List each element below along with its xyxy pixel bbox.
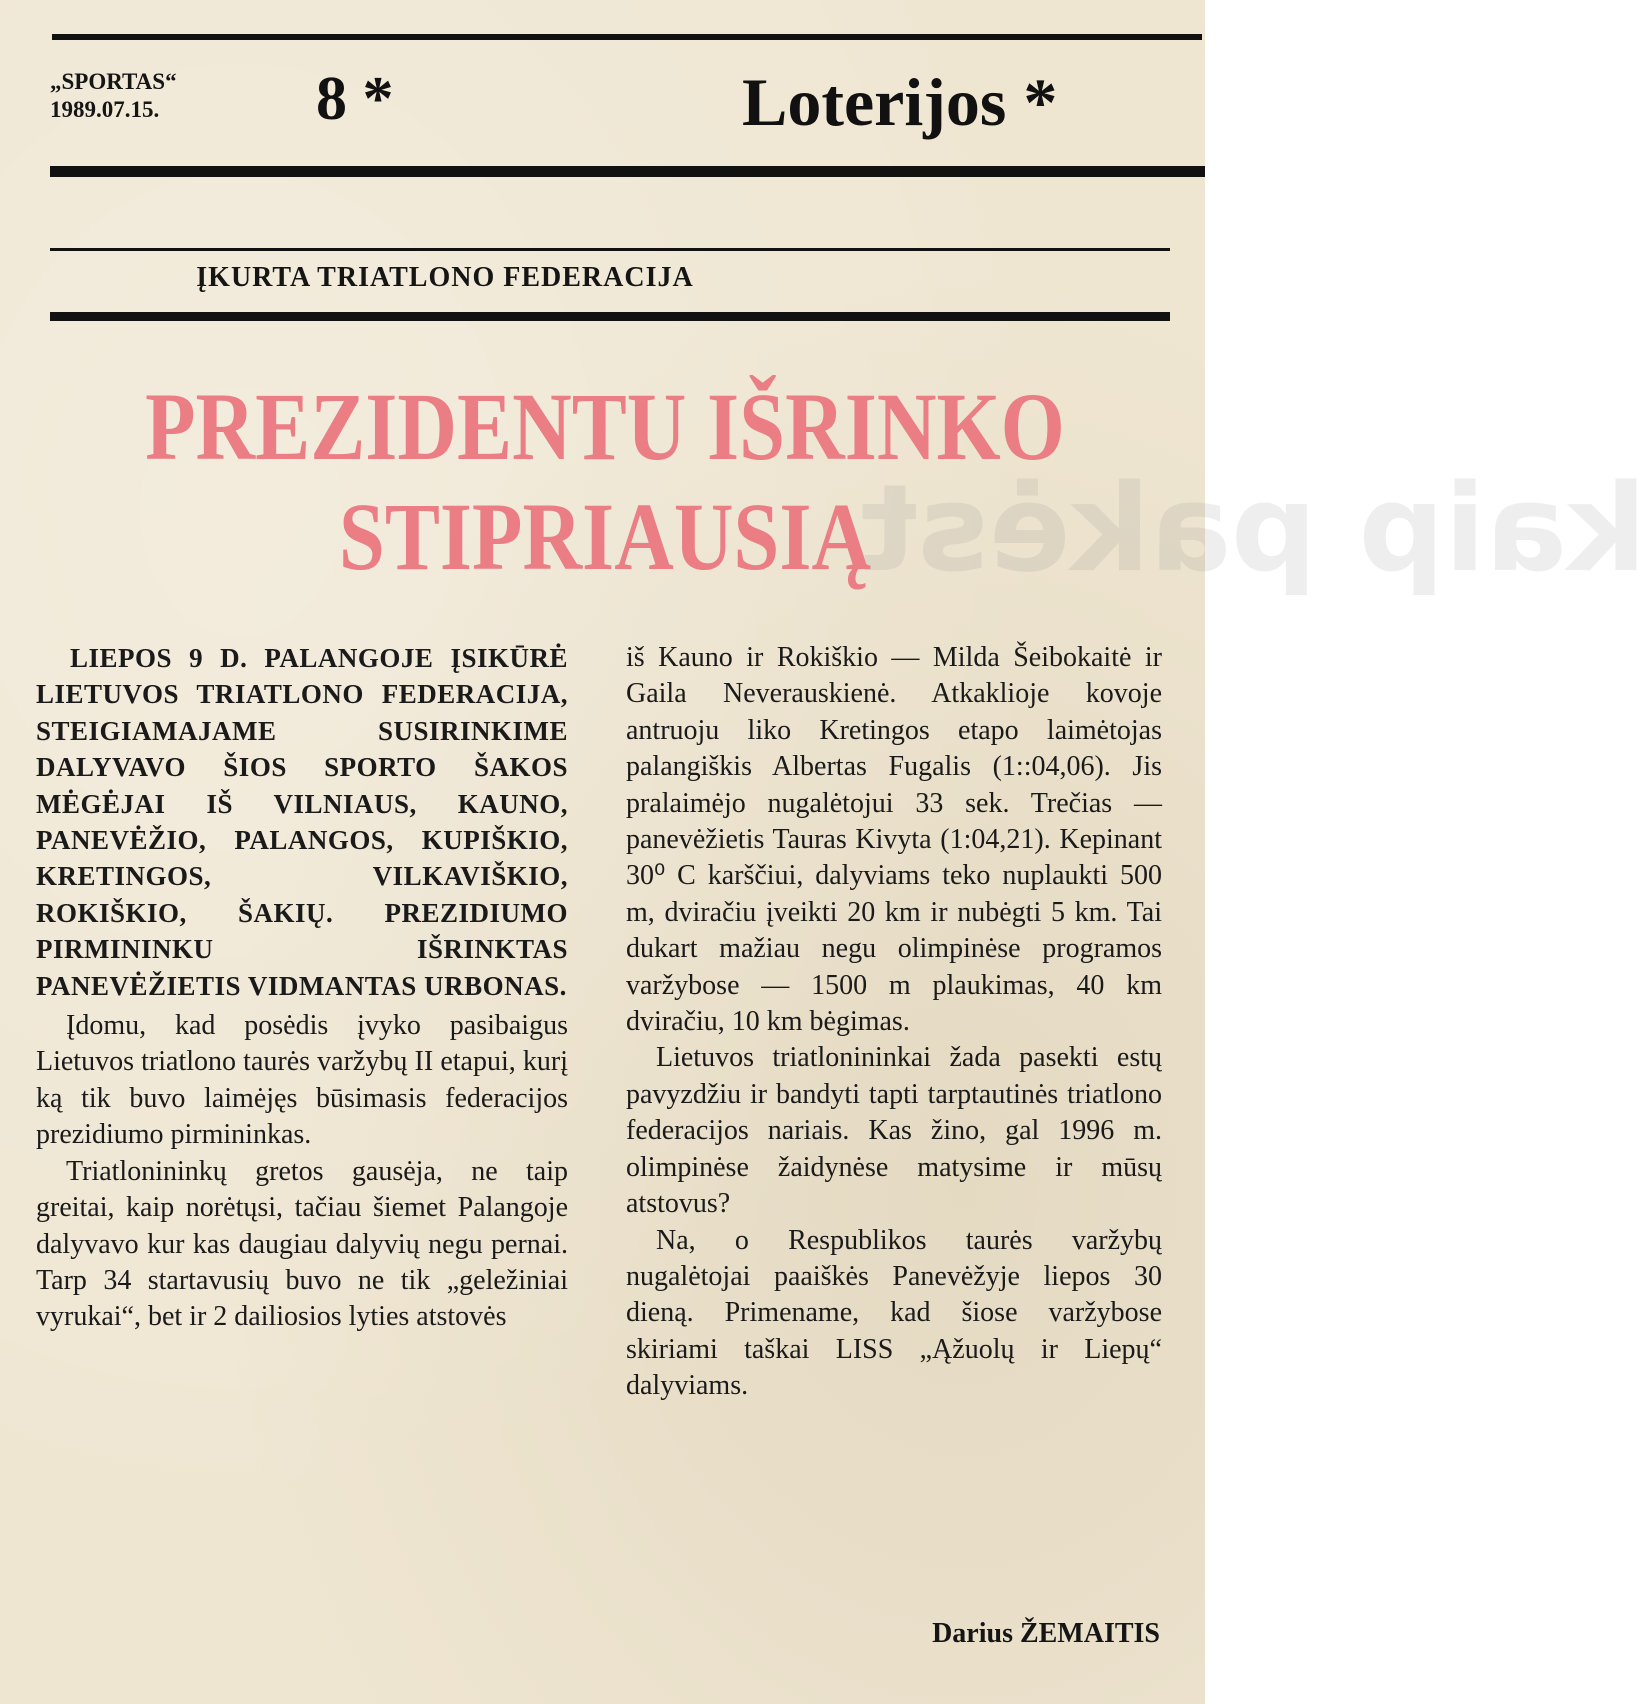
article-paragraph-4: Lietuvos triatlonininkai žada pasekti estų pavyzdžiu ir bandyti tapti tarptautinės triatlono federacijos nariais. Kas žino, gal 1996 m. olimpinėse žaidynėse matysime ir mūsų atstovus?	[626, 1042, 1162, 1220]
headline	[60, 372, 1150, 592]
kicker: ĮKURTA TRIATLONO FEDERACIJA	[196, 262, 694, 293]
headline-line-2: STIPRIAUSIĄ	[338, 483, 872, 590]
header-bottom-rule	[50, 166, 1205, 177]
section-title: Loterijos *	[742, 64, 1058, 140]
page-number: 8 *	[316, 65, 394, 133]
bleed-through-text: kaip pakėst	[860, 460, 1646, 599]
article-paragraph-3: iš Kauno ir Rokiškio — Milda Šeibokaitė ir Gaila Neverauskienė. Atkaklioje kovoje antruoju liko Kretingos etapo laimėtojas palangiškis Albertas Fugalis (1::04,06). Jis pralaimėjo nugalėtojui 33 sek. Trečias — panevėžietis Tauras Kivyta (1:04,21). Kepinant 30⁰ C karščiui, dalyviams teko nuplaukti 500 m, dviračiu įveikti 20 km ir nubėgti 5 km. Tai dukart mažiau negu olimpinėse programos varžybose — 1500 m plaukimas, 40 km dviračiu, 10 km bėgimas.	[626, 642, 1162, 1038]
article-lead: LIEPOS 9 D. PALANGOJE ĮSIKŪRĖ LIETUVOS TRIATLONO FEDERACIJA, STEIGIAMAJAME SUSIRINKIME DALYVAVO ŠIOS SPORTO ŠAKOS MĖGĖJAI IŠ VILNIAUS, KAUNO, PANEVĖŽIO, PALANGOS, KUPIŠKIO, KRETINGOS, VILKAVIŠKIO, ROKIŠKIO, ŠAKIŲ. PREZIDIUMO PIRMININKU IŠRINKTAS PANEVĖŽIETIS VIDMANTAS URBONAS.	[36, 643, 568, 1001]
article-column-right	[626, 640, 1162, 1405]
article-author: Darius ŽEMAITIS	[932, 1618, 1160, 1649]
article-paragraph-2: Triatlonininkų gretos gausėja, ne taip greitai, kaip norėtųsi, tačiau šiemet Palangoje dalyvavo kur kas daugiau dalyvių negu pernai. Tarp 34 startavusių buvo ne tik „geležiniai vyrukai“, bet ir 2 dailiosios lyties atstovės	[36, 1155, 568, 1333]
kicker-bottom-rule	[50, 312, 1170, 321]
publication-name: „SPORTAS“	[50, 69, 177, 94]
kicker-top-rule	[50, 248, 1170, 251]
article-paragraph-5: Na, o Respublikos taurės varžybų nugalėtojai paaiškės Panevėžyje liepos 30 dieną. Primename, kad šiose varžybose skiriami taškai LISS „Ąžuolų ir Liepų“ dalyviams.	[626, 1224, 1162, 1402]
article-column-left	[36, 640, 568, 1336]
headline-line-1: PREZIDENTU IŠRINKO	[145, 373, 1065, 480]
article-paragraph-1: Įdomu, kad posėdis įvyko pasibaigus Lietuvos triatlono taurės varžybų II etapui, kurį ką tik buvo laimėjęs būsimasis federacijos prezidiumo pirmininkas.	[36, 1010, 568, 1151]
top-rule	[52, 34, 1202, 40]
masthead-publication	[50, 68, 250, 124]
publication-date: 1989.07.15.	[50, 97, 160, 122]
